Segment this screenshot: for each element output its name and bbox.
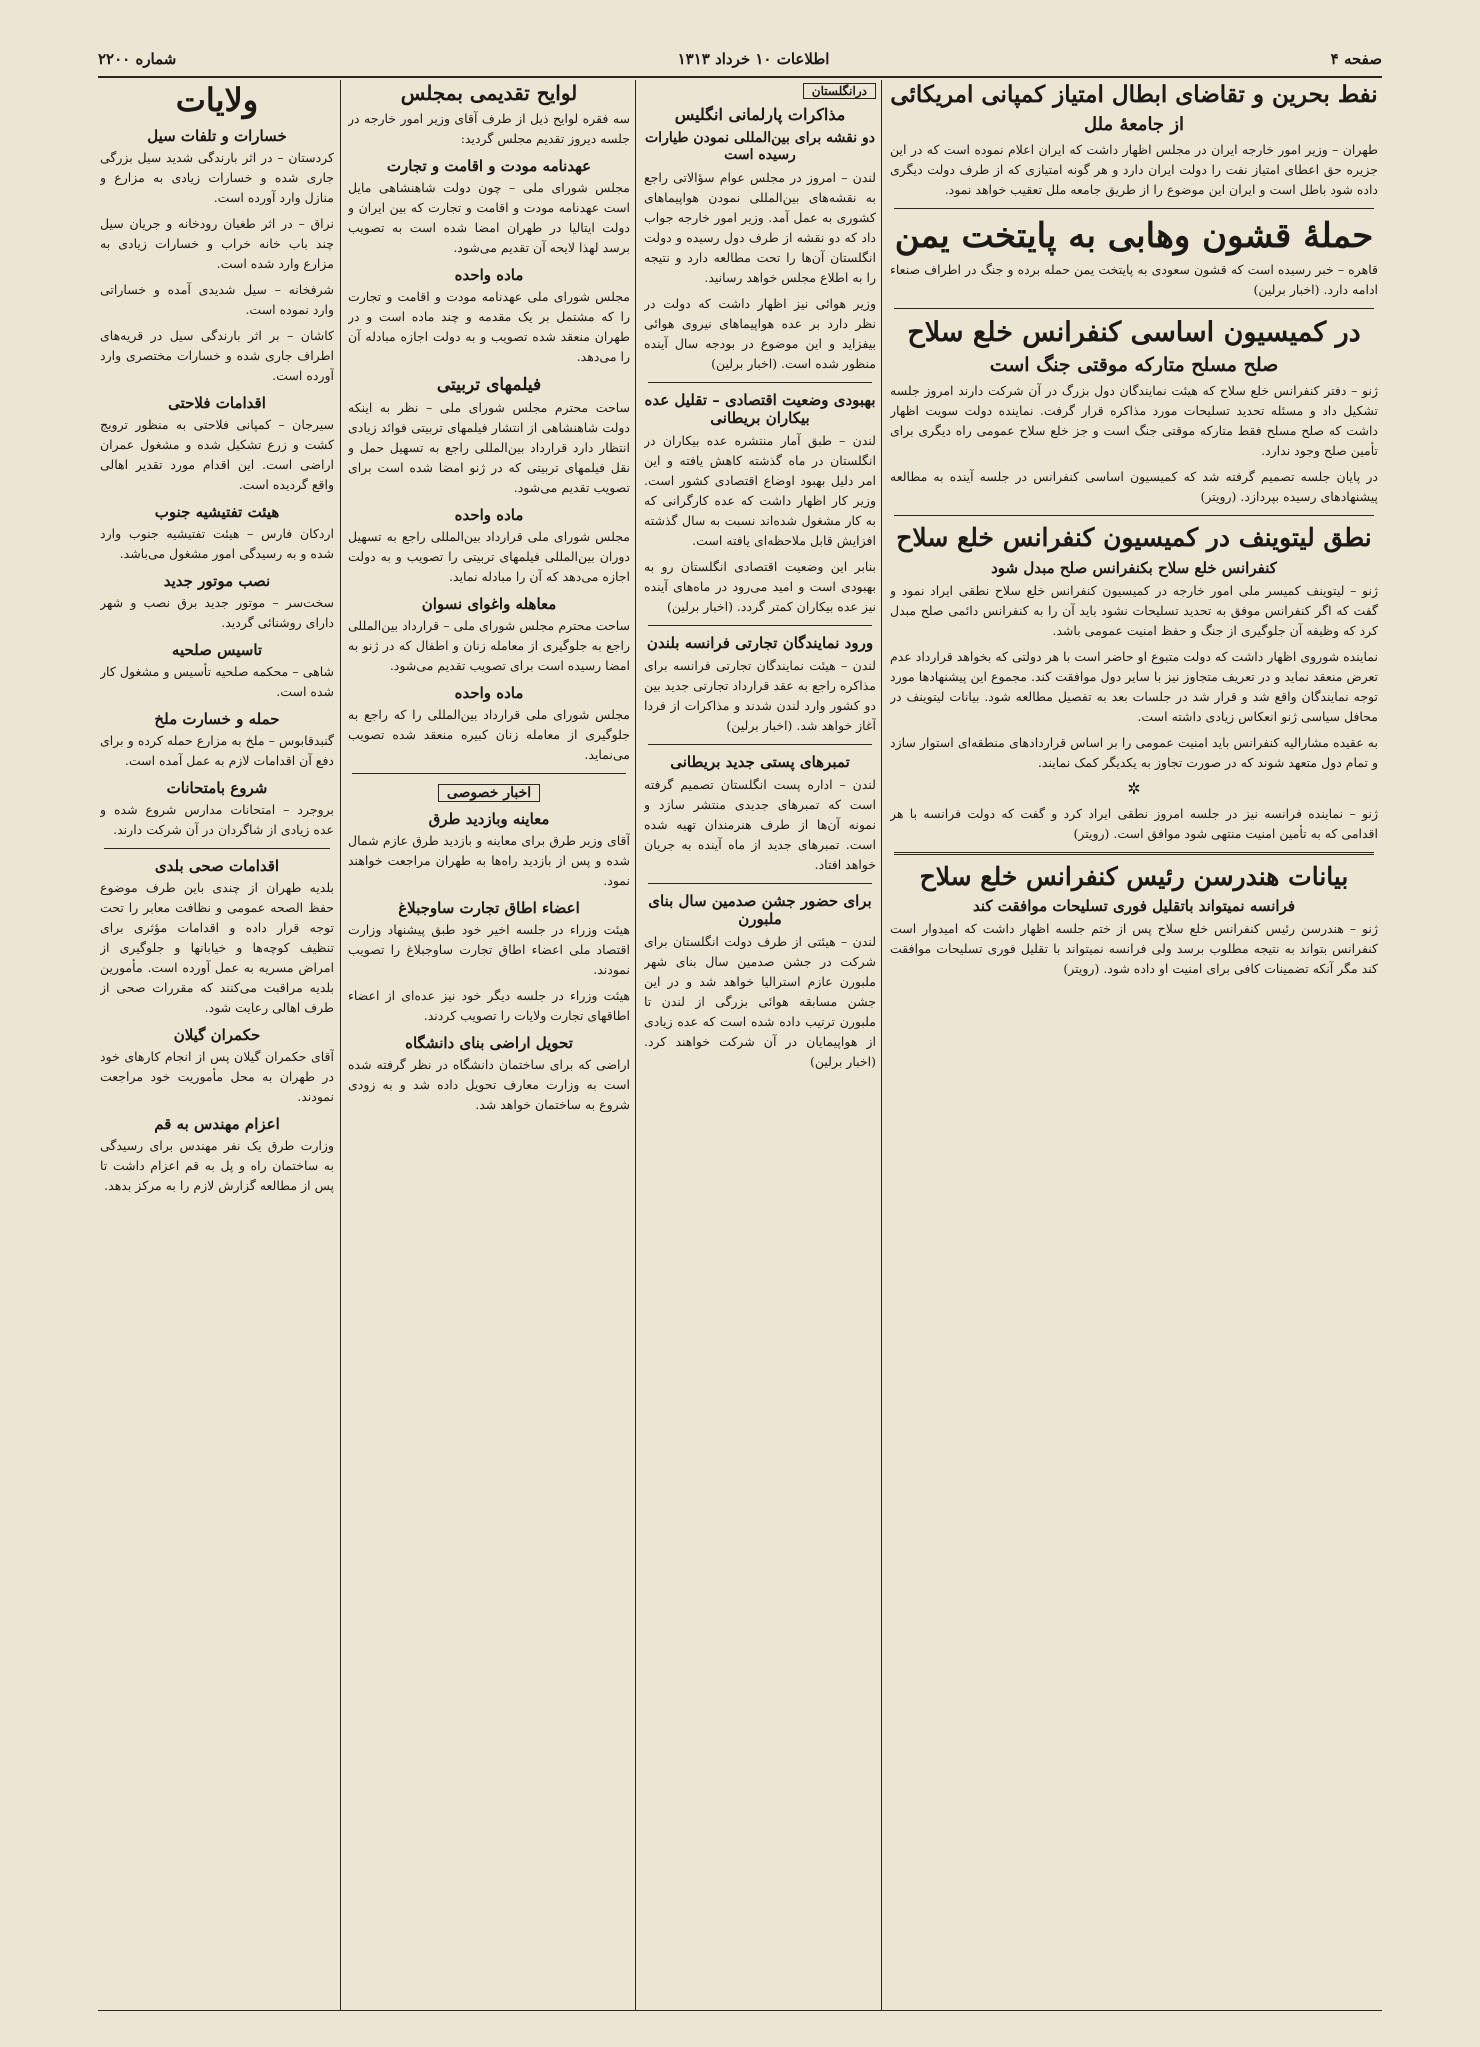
column-divider: [881, 80, 882, 2010]
divider: [104, 848, 330, 849]
headline-court: تاسیس صلحیه: [171, 640, 263, 659]
article-health: بلدیه طهران از چندی باین طرف موضوع حفظ الصحه عمومی و نظافت معابر را تحت توجه قرار داده و اقدامات مؤثری برای تنظیف کوچه‌ها و خیابانها و جلوگیری از امراض مسریه به عمل آورده است. مأمورین بلدیه مراقبت می‌کنند که مقررات صحی از طرف اهالی رعایت شود.: [100, 879, 334, 1015]
article-france: ژنو – نماینده فرانسه نیز در جلسه امروز نطقی ایراد کرد و گفت که دولت فرانسه با هر اقدامی که به تأمین امنیت منتهی شود موافق است. (رویتر): [890, 805, 1378, 841]
article-court: شاهی – محکمه صلحیه تأسیس و مشغول کار شده است.: [100, 663, 334, 699]
column-provinces: [100, 80, 334, 2010]
article-yemen: قاهره – خبر رسیده است که قشون سعودی به پایتخت یمن حمله برده و جنگ در اطراف صنعاء ادامه دارد. (اخبار برلین): [890, 262, 1378, 298]
article-unemployment: لندن – طبق آمار منتشره عده بیکاران در انگلستان در ماه گذشته کاهش یافته و این امر دلیل بهبود اوضاع اقتصادی کشور است. وزیر کار اظهار داشت که عده کارگرانی که به کار مشغول شده‌اند نسبت به سال گذشته افزایش قابل ملاحظه‌ای یافته است.: [644, 432, 876, 548]
divider: [648, 625, 872, 626]
article-article-3: مجلس شورای ملی قرارداد بین‌المللی را که راجع به جلوگیری از معامله زنان کبیره منعقد شده تصویب می‌نماید.: [348, 707, 630, 762]
top-rule: [98, 76, 1382, 78]
article-disarmament: ژنو – دفتر کنفرانس خلع سلاح که هیئت نمایندگان دول بزرگ در آن شرکت دارند امروز جلسه تشکیل داد و مسئله تحدید تسلیحات مورد مذاکره قرار گرفت. نماینده دولت سویت اظهار داشت که صلح مسلح فقط متارکه موقتی جنگ است و جز خلع سلاح عمومی راه دیگری برای تأمین صلح وجود ندارد.: [890, 382, 1378, 458]
article-disarmament-cont: در پایان جلسه تصمیم گرفته شد که کمیسیون اساسی کنفرانس در جلسه آینده به مطالعه پیشنهادهای رسیده بپردازد. (رویتر): [890, 468, 1378, 504]
headline-treaty: عهدنامه مودت و اقامت و تجارت: [386, 157, 592, 175]
divider: [894, 308, 1374, 309]
headline-henderson: بیانات هندرسن رئیس کنفرانس خلع سلاح: [919, 861, 1349, 891]
headline-exams: شروع بامتحانات: [166, 778, 268, 797]
headline-trafficking: معاهله واغوای نسوان: [421, 595, 557, 613]
divider: [352, 773, 626, 774]
article-engine: سخت‌سر – موتور جدید برق نصب و شهر دارای روشنائی گردید.: [100, 594, 334, 630]
divider: [648, 883, 872, 884]
headline-films: فیلمهای تربیتی: [436, 375, 542, 395]
bottom-rule: [98, 2010, 1382, 2011]
article-exams: بروجرد – امتحانات مدارس شروع شده و عده زیادی از شاگردان در آن شرکت دارند.: [100, 801, 334, 837]
headline-bills: لوایح تقدیمی بمجلس: [400, 81, 578, 105]
article-bahrain: طهران – وزیر امور خارجه ایران در مجلس اظهار داشت که ایران اعلام نموده است که در این جزیره حق اعطای امتیاز نفت را دولت ایران دارد و هر گونه امتیازی که از طرف دولت دیگری داده شود باطل است و ایران این موضوع را از طریق جامعه ملل تعقیب خواهد نمود.: [890, 142, 1378, 198]
column-england: [644, 80, 876, 2010]
article-litvinov: ژنو – لیتوینف کمیسر ملی امور خارجه در کمیسیون کنفرانس خلع سلاح نطقی ایراد نمود و گفت که اگر کنفرانس موفق به تحدید تسلیحات نشود باید آن را به کنفرانس دائمی صلح مبدل کرد که وظیفه آن جلوگیری از جنگ و حفظ امنیت عمومی باشد.: [890, 582, 1378, 638]
headline-litvinov: نطق لیتوینف در کمیسیون کنفرانس خلع سلاح: [896, 522, 1372, 552]
article-parliament-cont: وزیر هوائی نیز اظهار داشت که دولت در نظر دارد بر عده هواپیماهای نیروی هوائی بیفزاید و این موضوع در بودجه سال آینده منظور شده است. (اخبار برلین): [644, 295, 876, 371]
headline-parliament: مذاکرات پارلمانی انگلیس: [674, 105, 846, 124]
article-melbourne: لندن – هیئتی از طرف دولت انگلستان برای شرکت در جشن صدمین سال بنای شهر ملبورن عازم استرالیا خواهد شد و در این جشن مسابقه هوائی بزرگی از لندن تا ملبورن ترتیب داده شده است که عده زیادی از هواپیمایان در آن شرکت خواهند کرد. (اخبار برلین): [644, 933, 876, 1069]
column-majlis: [348, 80, 630, 2010]
headline-qom: اعزام مهندس به قم: [154, 1114, 280, 1133]
article-locust: گنبدقابوس – ملخ به مزارع حمله کرده و برای دفع آن اقدامات لازم به عمل آمده است.: [100, 732, 334, 768]
article-agriculture: سیرجان – کمپانی فلاحتی به منظور ترویج کشت و زرع تشکیل شده و مشغول عمران اراضی است. این اقدام مورد تقدیر اهالی واقع گردیده است.: [100, 416, 334, 492]
headline-roads: معاینه وبازدید طرق: [428, 810, 550, 828]
article-kashan: کاشان – بر اثر بارندگی سیل در قریه‌های اطراف جاری شده و خسارات مختصری وارد آورده است.: [100, 327, 334, 383]
article-films: ساحت محترم مجلس شورای ملی – نظر به اینکه دولت شاهنشاهی از انتشار فیلمهای تربیتی فوائد زیادی انتظار دارد قرارداد بین‌المللی راجع به تسهیل حمل و نقل فیلمهای تربیتی که در ژنو امضا شده است برای تصویب تقدیم می‌شود.: [348, 400, 630, 495]
article-inspection: اردکان فارس – هیئت تفتیشیه جنوب وارد شده و به رسیدگی امور مشغول می‌باشد.: [100, 525, 334, 561]
issue-label: اطلاعات ۱۰ خرداد ۱۳۱۳: [677, 50, 830, 68]
article-article-2: مجلس شورای ملی قرارداد بین‌المللی راجع به تسهیل دوران بین‌المللی فیلمهای تربیتی را تصویب و به دولت اجازه می‌دهد که آن را مبادله نماید.: [348, 529, 630, 584]
headline-disarmament: در کمیسیون اساسی کنفرانس خلع سلاح: [907, 317, 1361, 349]
column-divider: [340, 80, 341, 2010]
article-kurdistan: کردستان – در اثر بارندگی شدید سیل بزرگی جاری شده و خسارات زیادی به مزارع و منازل وارد آورده است.: [100, 149, 334, 205]
article-roads: آقای وزیر طرق برای معاینه و بازدید طرق عازم شمال شده و پس از بازدید راه‌ها به طهران مراجعت خواهند نمود.: [348, 833, 630, 888]
article-unemployment-cont: بنابر این وضعیت اقتصادی انگلستان رو به بهبودی است و امید می‌رود در ماه‌های آینده نیز عده بیکاران کمتر گردد. (اخبار برلین): [644, 558, 876, 614]
article-henderson: ژنو – هندرسن رئیس کنفرانس خلع سلاح پس از ختم جلسه اظهار داشت که امیدوار است کنفرانس بتواند به نتیجه مطلوب برسد ولی فرانسه نمیتواند با تقلیل فوری تسلیحات موافقت کند مگر آنکه تضمینات کافی برای امنیت او داده شود. (رویتر): [890, 921, 1378, 977]
subheadline-peace-conference: کنفرانس خلع سلاح بکنفرانس صلح مبدل شود: [991, 558, 1277, 577]
headline-article-2: ماده واحده: [454, 506, 524, 524]
headline-agriculture: اقدامات فلاحتی: [168, 393, 266, 412]
divider: [648, 382, 872, 383]
section-label-private: اخبار خصوصی: [438, 784, 540, 802]
subheadline-armed-peace: صلح مسلح متارکه موقتی جنگ است: [989, 354, 1279, 377]
subheadline-league: از جامعهٔ ملل: [1083, 114, 1185, 136]
article-naraq: نراق – در اثر طغیان رودخانه و جریان سیل چند باب خانه خراب و خسارات زیادی به مزارع وارد شده است.: [100, 215, 334, 271]
headline-article-3: ماده واحده: [454, 684, 524, 702]
article-trafficking: ساحت محترم مجلس شورای ملی – قرارداد بین‌المللی راجع به جلوگیری از معامله زنان و اطفال که در ژنو به امضا رسیده است برای تصویب تقدیم می‌شود.: [348, 618, 630, 673]
article-chamber: هیئت وزراء در جلسه اخیر خود طبق پیشنهاد وزارت اقتصاد ملی اعضاء اطاق تجارت ساوجبلاغ را تصویب نمودند.: [348, 922, 630, 977]
article-chamber-cont: هیئت وزراء در جلسه دیگر خود نیز عده‌ای از اعضاء اطاقهای تجارت ولایات را تصویب کردند.: [348, 988, 630, 1023]
subheadline-aviation: دو نقشه برای بین‌المللی نمودن طیارات رسیده است: [645, 130, 875, 163]
article-french-delegates: لندن – هیئت نمایندگان تجارتی فرانسه برای مذاکره راجع به عقد قرارداد تجارتی جدید بین دو کشور وارد لندن شدند و مذاکرات از فردا آغاز خواهد شد. (اخبار برلین): [644, 657, 876, 733]
headline-french-delegates: ورود نمایندگان تجارتی فرانسه بلندن: [646, 633, 874, 652]
headline-chamber: اعضاء اطاق تجارت ساوجبلاغ: [398, 899, 580, 917]
headline-university: تحویل اراضی بنای دانشگاه: [405, 1034, 573, 1052]
article-parliament: لندن – امروز در مجلس عوام سؤالاتی راجع به نقشه‌های بین‌المللی نمودن هواپیماهای کشوری به عمل آمد. وزیر امور خارجه جواب داد که دو نقشه از طرف دول رسیده و دولت انگلستان آن‌ها را تحت مطالعه دارد و نتیجه را به اطلاع مجلس خواهد رسانید.: [644, 169, 876, 285]
article-gilan: آقای حکمران گیلان پس از انجام کارهای خود در طهران به محل مأموریت خود مراجعت نمودند.: [100, 1048, 334, 1104]
page-label: صفحه ۴: [1330, 50, 1382, 68]
star-ornament: ✲: [1127, 778, 1141, 798]
subheadline-france-refuses: فرانسه نمیتواند باتقلیل فوری تسلیحات موافقت کند: [972, 897, 1296, 916]
headline-health: اقدامات صحی بلدی: [154, 856, 280, 875]
page-folio: [98, 44, 1382, 74]
headline-inspection: هیئت تفتیشیه جنوب: [154, 502, 280, 521]
divider: [894, 208, 1374, 209]
headline-provinces: ولایات: [175, 81, 259, 119]
headline-melbourne: برای حضور جشن صدمین سال بنای ملبورن: [648, 891, 872, 928]
column-divider: [635, 80, 636, 2010]
article-treaty: مجلس شورای ملی – چون دولت شاهنشاهی مایل است عهدنامه مودت و اقامت و تجارت که بین ایران و دولت ایتالیا در طهران امضا شده است به تصویب برسد لهذا لایحه آن تقدیم می‌شود.: [348, 180, 630, 255]
article-qom: وزارت طرق یک نفر مهندس برای رسیدگی به ساختمان راه و پل به قم اعزام داشت تا پس از مطالعه گزارش لازم را به مرکز بدهد.: [100, 1137, 334, 1193]
article-bills: سه فقره لوایح ذیل از طرف آقای وزیر امور خارجه در جلسه دیروز تقدیم مجلس گردید:: [348, 111, 630, 146]
article-litvinov-cont: نماینده شوروی اظهار داشت که دولت متبوع او حاضر است با هر دولتی که بخواهد قرارداد عدم تعرض منعقد نماید و در تعریف متجاوز نیز با سایر دول موافقت کند. مجموع این پیشنهادها مورد توجه نمایندگان واقع شد و قرار شد در جلسات بعد به تفصیل مطالعه شود. بیانات لیتوینف در محافل سیاسی ژنو انعکاس زیادی داشته است.: [890, 648, 1378, 724]
divider: [894, 852, 1374, 855]
headline-unemployment: بهبودی وضعیت اقتصادی – تقلیل عده بیکاران بریطانی: [644, 390, 876, 427]
article-litvinov-cont2: به عقیده مشارالیه کنفرانس باید امنیت عمومی را بر اساس قراردادهای منطقه‌ای استوار سازد و تمام دول متعهد شوند که در صورت تجاوز به یکدیگر کمک نمایند.: [890, 734, 1378, 770]
headline-bahrain: نفط بحرین و تقاضای ابطال امتیاز کمپانی امریکائی: [890, 81, 1378, 108]
headline-yemen: حملهٔ قشون وهابی به پایتخت یمن: [894, 216, 1374, 257]
divider: [894, 515, 1374, 516]
number-label: شماره ۲۲۰۰: [98, 50, 177, 68]
article-university: اراضی که برای ساختمان دانشگاه در نظر گرفته شده است به وزارت معارف تحویل داده شد و به زودی شروع به ساختمان خواهد شد.: [348, 1057, 630, 1112]
article-sharafkhaneh: شرفخانه – سیل شدیدی آمده و خساراتی وارد نموده است.: [100, 281, 334, 317]
headline-stamps: تمبرهای پستی جدید بریطانی: [670, 752, 850, 771]
headline-flood: خسارات و تلفات سیل: [147, 126, 287, 145]
headline-gilan: حکمران گیلان: [173, 1025, 261, 1044]
article-stamps: لندن – اداره پست انگلستان تصمیم گرفته است که تمبرهای جدیدی منتشر سازد و نمونه آن‌ها از طرف هنرمندان تهیه شده است. تمبرهای جدید از ماه آینده به جریان خواهد افتاد.: [644, 776, 876, 872]
column-foreign-news: [890, 80, 1378, 2010]
article-article-1: مجلس شورای ملی عهدنامه مودت و اقامت و تجارت را که مشتمل بر یک مقدمه و چند ماده است و در طهران منعقد شده تصویب و به دولت اجازه مبادله آن را می‌دهد.: [348, 289, 630, 364]
headline-engine: نصب موتور جدید: [163, 571, 271, 590]
section-label-england: درانگلستان: [803, 83, 876, 99]
divider: [648, 744, 872, 745]
headline-locust: حمله و خسارت ملخ: [154, 709, 280, 728]
headline-article-1: ماده واحده: [454, 266, 524, 284]
